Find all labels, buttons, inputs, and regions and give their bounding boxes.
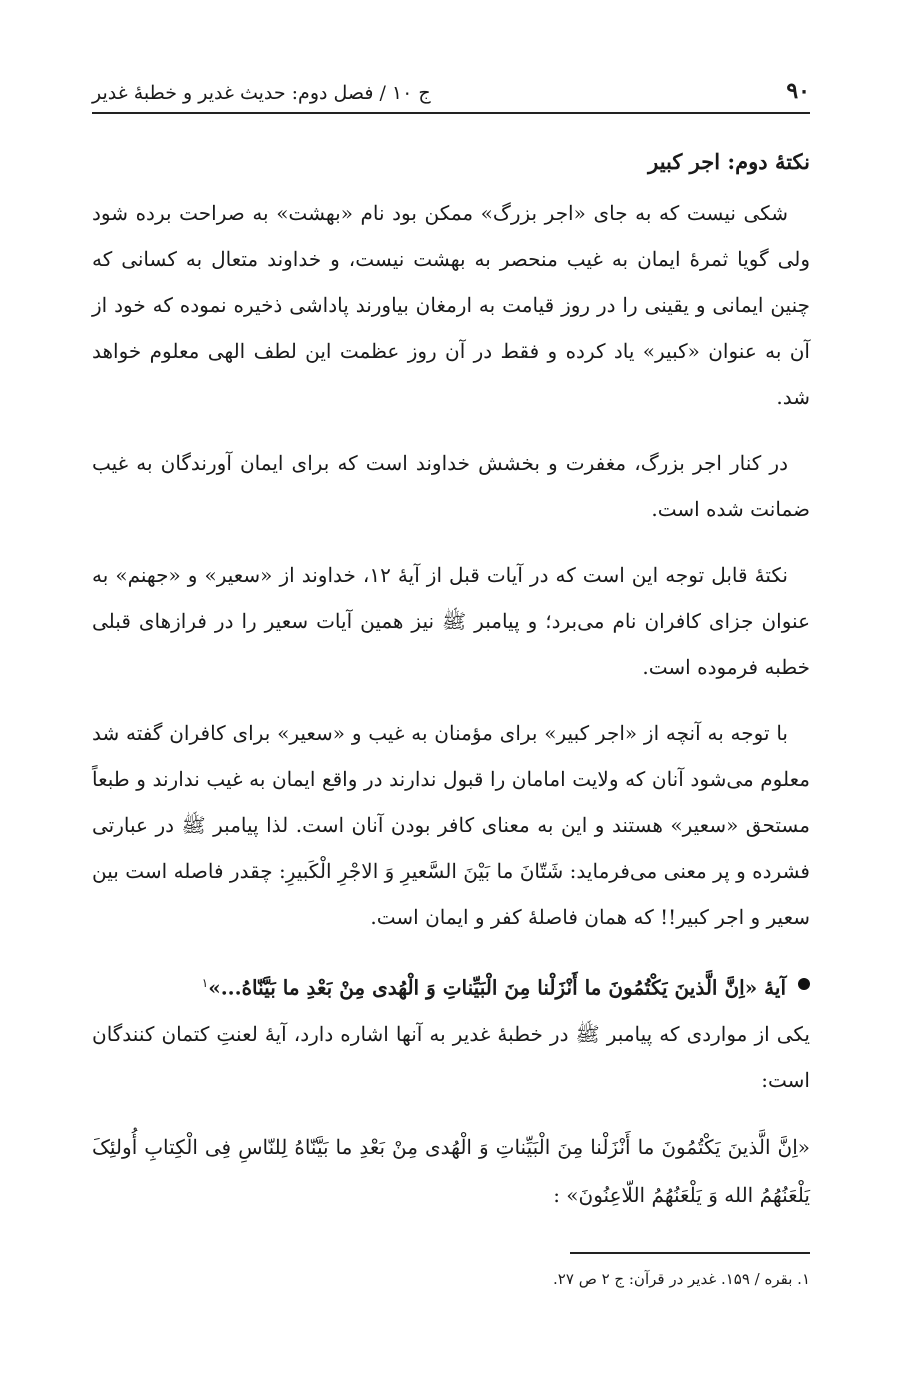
footnote-divider <box>570 1252 810 1254</box>
bullet-icon <box>798 978 810 990</box>
paragraph-3: نکتهٔ قابل توجه این است که در آیات قبل از آیهٔ ۱۲، خداوند از «سعیر» و «جهنم» به عنوان جزای کافران نام می‌برد؛ و پیامبر ﷺ نیز همین آیات سعیر را در فرازهای قبلی خطبه فرموده است. <box>92 563 810 679</box>
footnote: ۱. بقره / ۱۵۹. غدیر در قرآن: ج ۲ ص ۲۷. <box>553 1270 810 1288</box>
running-title: ج ۱۰ / فصل دوم: حدیث غدیر و خطبهٔ غدیر <box>92 82 431 104</box>
page-number: ۹۰ <box>786 78 810 104</box>
paragraph-2: در کنار اجر بزرگ، مغفرت و بخشش خداوند است که برای ایمان آورندگان به غیب ضمانت شده است. <box>92 451 810 521</box>
main-content <box>92 140 810 1235</box>
quran-quote: «اِنَّ الَّذینَ یَکْتُمُونَ ما أَنْزَلْنا مِنَ الْبَیِّناتِ وَ الْهُدی مِنْ بَعْدِ ما بَیَّنّاهُ لِلنّاسِ فِی الْکِتابِ أُولئِکَ یَلْعَنُهُمُ الله وَ یَلْعَنُهُمُ اللّاعِنُونَ» : <box>92 1134 810 1207</box>
ayah-heading-label: آیهٔ «اِنَّ الَّذینَ یَکْتُمُونَ ما أَنْزَلْنا مِنَ الْبَیِّناتِ وَ الْهُدی مِنْ بَعْدِ ما بَیَّنّاهُ...» <box>208 975 786 1000</box>
book-page <box>92 0 810 1390</box>
ayah-heading-text <box>202 960 786 1011</box>
ayah-intro: یکی از مواردی که پیامبر ﷺ در خطبهٔ غدیر به آنها اشاره دارد، آیهٔ لعنتِ کتمان کنندگان است: <box>92 1021 810 1092</box>
paragraph-1: شکی نیست که به جای «اجر بزرگ» ممکن بود نام «بهشت» به صراحت برده شود ولی گویا ثمرهٔ ایمان به غیب منحصر به بهشت نیست، و خداوند متعال به کسانی که چنین ایمانی و یقینی را در روز قیامت به ارمغان بیاورند پاداشی ذخیره نموده که خود از آن به عنوان «کبیر» یاد کرده و فقط در آن روز عظمت این لطف الهی معلوم خواهد شد. <box>92 201 810 409</box>
section-title: نکتهٔ دوم: اجر کبیر <box>648 149 810 174</box>
paragraph-4: با توجه به آنچه از «اجر کبیر» برای مؤمنان به غیب و «سعیر» برای کافران گفته شد معلوم می‌شود آنان که ولایت امامان را قبول ندارند در واقع ایمان به غیب ندارند و طبعاً مستحق «سعیر» هستند و این به معنای کافر بودن آنان است. لذا پیامبر ﷺ در عبارتی فشرده و پر معنی می‌فرماید: شَتّانَ ما بَیْنَ السَّعیرِ وَ الاجْرِ الْکَبیرِ: چقدر فاصله است بین سعیر و اجر کبیر!! که همان فاصلهٔ کفر و ایمان است. <box>92 721 810 929</box>
running-header <box>92 74 810 114</box>
footnote-marker[interactable]: ۱ <box>201 976 209 990</box>
ayah-heading <box>92 960 810 1011</box>
